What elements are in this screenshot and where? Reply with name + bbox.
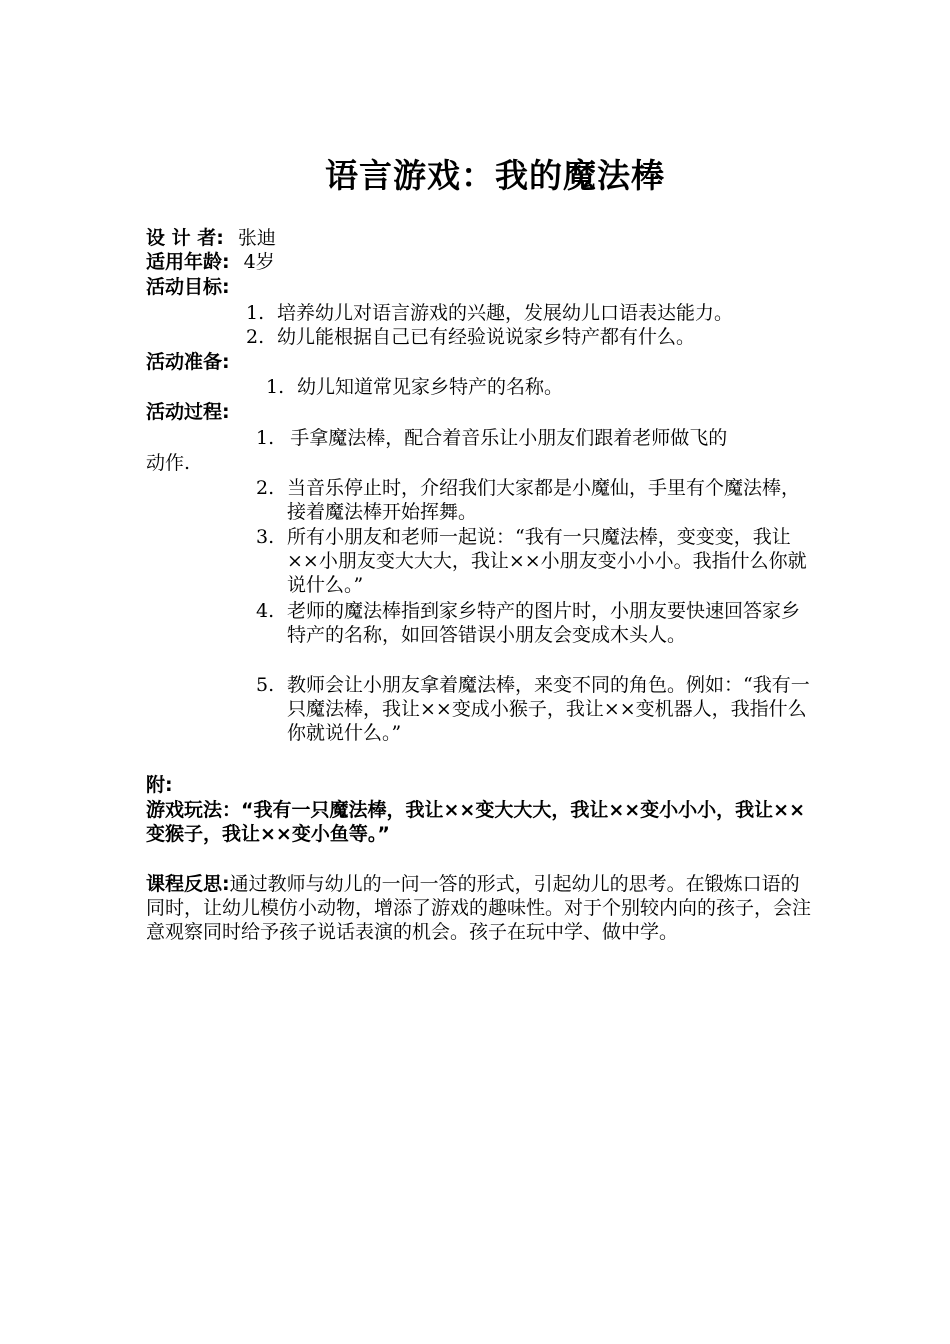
process-text: 当音乐停止时，介绍我们大家都是小魔仙，手里有个魔法棒，接着魔法棒开始挥舞。	[287, 477, 801, 523]
process-text: 手拿魔法棒，配合着音乐让小朋友们跟着老师做飞的	[290, 427, 728, 449]
prep-text: 幼儿知道常见家乡特产的名称。	[297, 376, 564, 398]
reflection-label: 课程反思:	[146, 873, 230, 895]
goal-number: 1.	[246, 302, 265, 324]
page-title: 语言游戏：我的魔法棒	[325, 156, 665, 195]
process-number: 4.	[256, 600, 275, 622]
age-label: 适用年龄:	[146, 251, 230, 273]
process-number: 3.	[256, 526, 275, 548]
process-label: 活动过程:	[146, 401, 230, 423]
appendix-label: 附:	[146, 774, 173, 796]
goal-text: 培养幼儿对语言游戏的兴趣，发展幼儿口语表达能力。	[277, 302, 734, 324]
designer-value: 张迪	[237, 227, 276, 249]
game-rules	[146, 798, 811, 846]
process-text: 所有小朋友和老师一起说：“我有一只魔法棒，变变变，我让××小朋友变大大大，我让××小朋友变小小小。我指什么你就说什么。”	[287, 526, 807, 596]
goal-item	[246, 301, 826, 325]
process-item-1-line1	[256, 426, 727, 450]
age-row	[146, 250, 275, 274]
designer-label: 设 计 者:	[146, 227, 224, 249]
game-text: “我有一只魔法棒，我让××变大大大，我让××变小小小，我让××变猴子，我让××变小鱼等。”	[146, 799, 806, 845]
designer-row	[146, 226, 276, 250]
goal-text: 幼儿能根据自己已有经验说说家乡特产都有什么。	[277, 326, 696, 348]
game-label: 游戏玩法：	[146, 799, 242, 821]
prep-number: 1.	[266, 376, 285, 398]
process-number: 1.	[256, 427, 275, 449]
goals-label: 活动目标:	[146, 276, 230, 298]
age-value: 4岁	[243, 251, 275, 273]
process-number: 5.	[256, 674, 275, 696]
process-item	[256, 599, 816, 647]
process-number: 2.	[256, 477, 275, 499]
process-item	[256, 525, 816, 597]
goal-item	[246, 325, 826, 349]
prep-label: 活动准备:	[146, 351, 230, 373]
reflection	[146, 872, 811, 944]
reflection-text: 通过教师与幼儿的一问一答的形式，引起幼儿的思考。在锻炼口语的同时，让幼儿模仿小动物，增添了游戏的趣味性。对于个别较内向的孩子，会注意观察同时给予孩子说话表演的机会。孩子在玩中学、做中学。	[146, 873, 812, 943]
process-item	[256, 476, 816, 524]
prep-item	[266, 375, 826, 399]
process-text: 老师的魔法棒指到家乡特产的图片时，小朋友要快速回答家乡特产的名称，如回答错误小朋友会变成木头人。	[287, 600, 801, 646]
process-item-1-line2: 动作.	[146, 452, 191, 474]
goal-number: 2.	[246, 326, 265, 348]
process-text: 教师会让小朋友拿着魔法棒，来变不同的角色。例如：“我有一只魔法棒，我让××变成小猴子，我让××变机器人，我指什么你就说什么。”	[287, 674, 810, 744]
process-item	[256, 673, 816, 745]
